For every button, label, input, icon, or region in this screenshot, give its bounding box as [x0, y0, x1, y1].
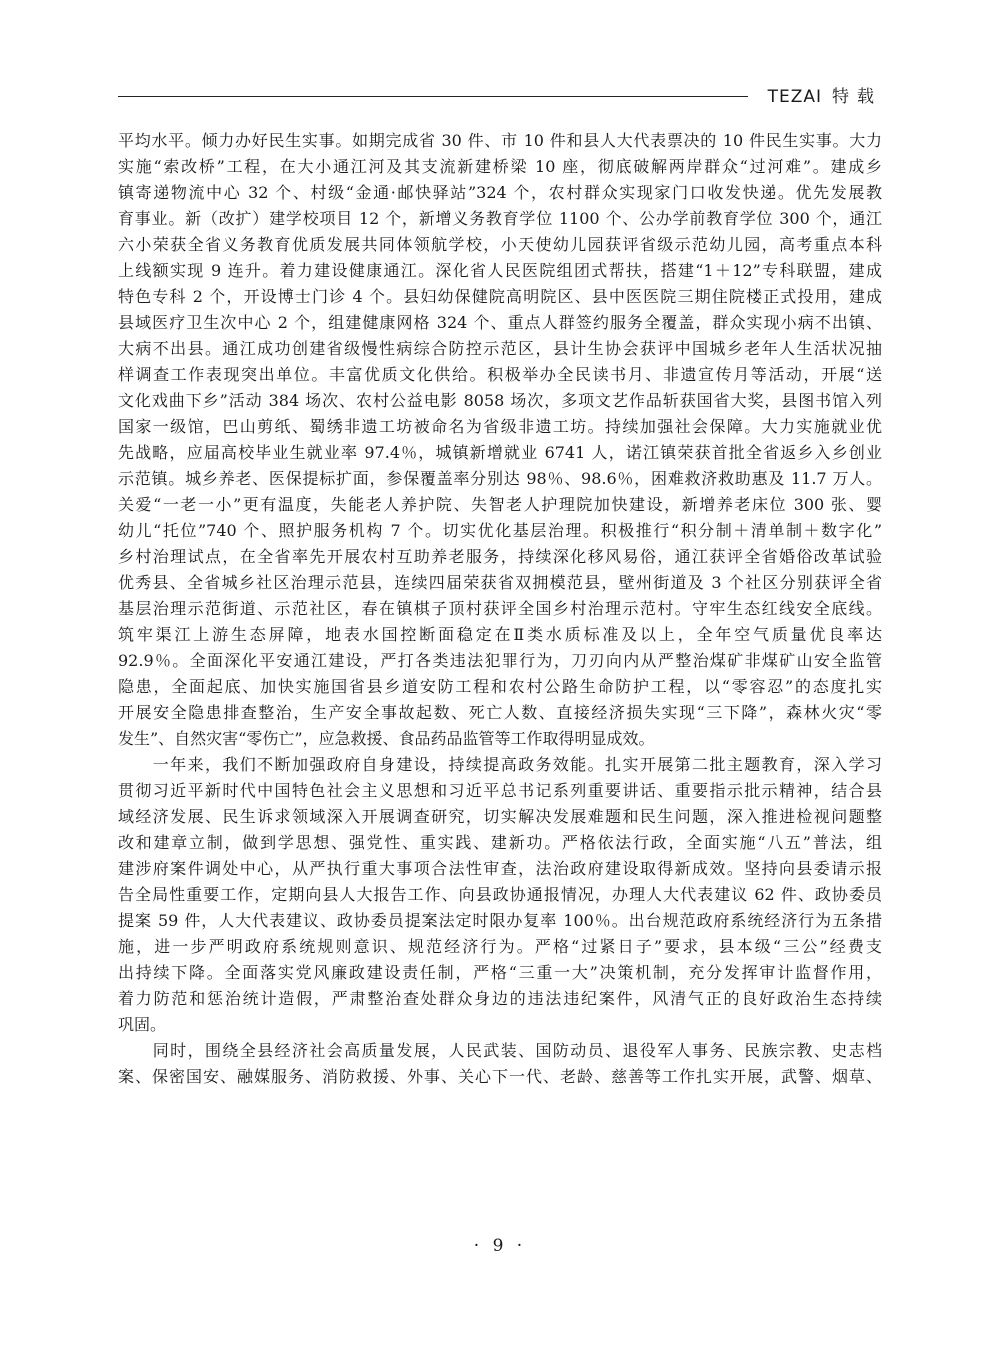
body-line: 基层治理示范街道、示范社区，春在镇棋子顶村获评全国乡村治理示范村。守牢生态红线安全底线。: [118, 599, 882, 618]
body-line: 大病不出县。通江成功创建省级慢性病综合防控示范区，县计生协会获评中国城乡老年人生活状况抽: [118, 339, 882, 358]
body-line: 县域医疗卫生次中心 2 个，组建健康网格 324 个、重点人群签约服务全覆盖，群众实现小病不出镇、: [118, 313, 882, 332]
body-line: 贯彻习近平新时代中国特色社会主义思想和习近平总书记系列重要讲话、重要指示批示精神，结合县: [118, 781, 882, 800]
body-line: 关爱“一老一小”更有温度，失能老人养护院、失智老人护理院加快建设，新增养老床位 300 张、婴: [118, 495, 882, 514]
body-line: 着力防范和惩治统计造假，严肃整治查处群众身边的违法违纪案件，风清气正的良好政治生态持续: [118, 989, 882, 1008]
body-line: 案、保密国安、融媒服务、消防救援、外事、关心下一代、老龄、慈善等工作扎实开展，武警、烟草、: [118, 1067, 882, 1086]
body-line: 六小荣获全省义务教育优质发展共同体领航学校，小天使幼儿园获评省级示范幼儿园，高考重点本科: [118, 235, 882, 254]
body-line: 上线额实现 9 连升。着力建设健康通江。深化省人民医院组团式帮扶，搭建“1＋12”专科联盟，建成: [118, 261, 882, 280]
body-line: 改和建章立制，做到学思想、强党性、重实践、建新功。严格依法行政，全面实施“八五”普法，组: [118, 833, 882, 852]
body-line: 示范镇。城乡养老、医保提标扩面，参保覆盖率分别达 98％、98.6％，困难救济救助惠及 11.7 万人。: [118, 469, 882, 488]
body-line: 特色专科 2 个，开设博士门诊 4 个。县妇幼保健院高明院区、县中医医院三期住院楼正式投用，建成: [118, 287, 882, 306]
body-line: 实施“索改桥”工程，在大小通江河及其支流新建桥梁 10 座，彻底破解两岸群众“过河难”。建成乡: [118, 157, 882, 176]
body-line: 幼儿“托位”740 个、照护服务机构 7 个。切实优化基层治理。积极推行“积分制＋清单制＋数字化”: [118, 521, 882, 540]
body-line: 建涉府案件调处中心，从严执行重大事项合法性审查，法治政府建设取得新成效。坚持向县委请示报: [118, 859, 882, 878]
body-line: 发生”、自然灾害“零伤亡”，应急救援、食品药品监管等工作取得明显成效。: [118, 729, 655, 748]
body-line: 平均水平。倾力办好民生实事。如期完成省 30 件、市 10 件和县人大代表票决的 10 件民生实事。大力: [118, 131, 882, 150]
body-line: 乡村治理试点，在全省率先开展农村互助养老服务，持续深化移风易俗，通江获评全省婚俗改革试验: [118, 547, 882, 566]
body-line: 文化戏曲下乡”活动 384 场次、农村公益电影 8058 场次，多项文艺作品斩获国省大奖，县图书馆入列: [118, 391, 882, 410]
body-line: 优秀县、全省城乡社区治理示范县，连续四届荣获省双拥模范县，壁州街道及 3 个社区分别获评全省: [118, 573, 882, 592]
body-line: 样调查工作表现突出单位。丰富优质文化供给。积极举办全民读书月、非遗宣传月等活动，开展“送: [118, 365, 882, 384]
page-number: · 9 ·: [473, 1236, 527, 1256]
body-text: [118, 128, 882, 1090]
body-line: 域经济发展、民生诉求领域深入开展调查研究，切实解决发展难题和民生问题，深入推进检视问题整: [118, 807, 882, 826]
body-line: 告全局性重要工作，定期向县人大报告工作、向县政协通报情况，办理人大代表建议 62 件、政协委员: [118, 885, 882, 904]
body-line: 镇寄递物流中心 32 个、村级“金通·邮快驿站”324 个，农村群众实现家门口收发快递。优先发展教: [118, 183, 882, 202]
header-section-en: TEZAI: [767, 87, 822, 107]
body-line: 巩固。: [118, 1015, 167, 1034]
header-section-label: [768, 82, 882, 107]
body-line: 隐患，全面起底、加快实施国省县乡道安防工程和农村公路生命防护工程，以“零容忍”的态度扎实: [118, 677, 882, 696]
body-line: 开展安全隐患排查整治，生产安全事故起数、死亡人数、直接经济损失实现“三下降”，森林火灾“零: [118, 703, 882, 722]
header-section-cn: 特载: [832, 87, 882, 107]
body-line: 育事业。新（改扩）建学校项目 12 个，新增义务教育学位 1100 个、公办学前教育学位 300 个，通江: [118, 209, 882, 228]
body-line: 出持续下降。全面落实党风廉政建设责任制，严格“三重一大”决策机制，充分发挥审计监督作用，: [118, 963, 882, 982]
body-line: 92.9％。全面深化平安通江建设，严打各类违法犯罪行为，刀刃向内从严整治煤矿非煤矿山安全监管: [118, 651, 882, 670]
body-line: 施，进一步严明政府系统规则意识、规范经济行为。严格“过紧日子”要求，县本级“三公”经费支: [118, 937, 882, 956]
body-line: 同时，围绕全县经济社会高质量发展，人民武装、国防动员、退役军人事务、民族宗教、史志档: [118, 1041, 882, 1060]
body-line: 提案 59 件，人大代表建议、政协委员提案法定时限办复率 100％。出台规范政府系统经济行为五条措: [118, 911, 882, 930]
body-line: 先战略，应届高校毕业生就业率 97.4％，城镇新增就业 6741 人，诺江镇荣获首批全省返乡入乡创业: [118, 443, 882, 462]
body-line: 筑牢渠江上游生态屏障，地表水国控断面稳定在Ⅱ类水质标准及以上，全年空气质量优良率达: [118, 625, 882, 644]
body-line: 国家一级馆，巴山剪纸、蜀绣非遗工坊被命名为省级非遗工坊。持续加强社会保障。大力实施就业优: [118, 417, 882, 436]
header-rule: [118, 96, 748, 97]
running-header: [118, 80, 882, 108]
body-line: 一年来，我们不断加强政府自身建设，持续提高政务效能。扎实开展第二批主题教育，深入学习: [118, 755, 882, 774]
